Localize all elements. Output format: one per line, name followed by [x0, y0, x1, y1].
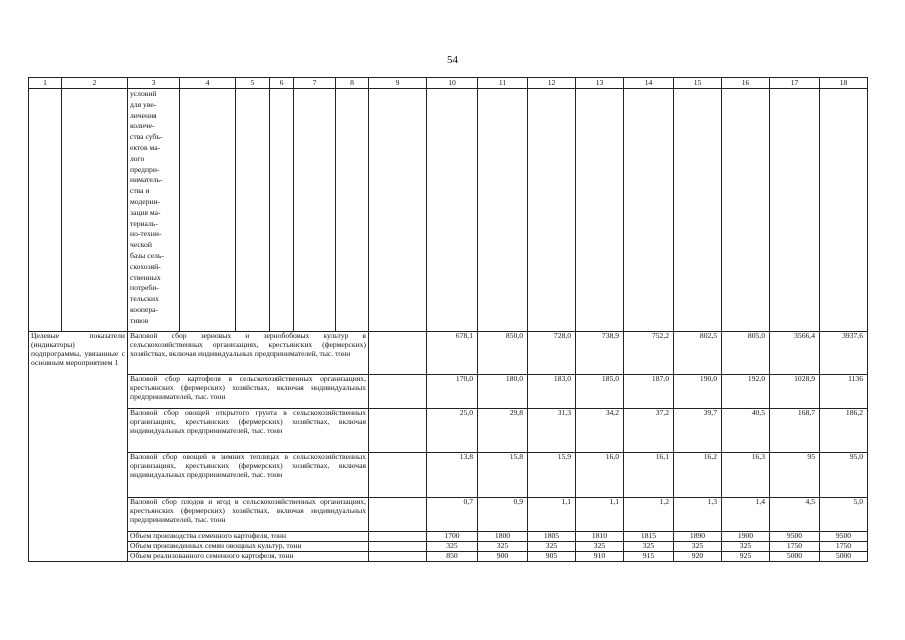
indicator-value: 95 [770, 453, 820, 498]
indicator-value: 0,7 [427, 498, 478, 532]
text-line: потреби- [130, 283, 159, 293]
col-header: 18 [820, 78, 868, 89]
indicator-value: 325 [576, 542, 624, 552]
column-number-row [29, 78, 868, 89]
indicator-value: 900 [478, 552, 528, 562]
empty-cell [369, 532, 427, 542]
page-number: 54 [447, 54, 458, 66]
empty-cell [369, 409, 427, 453]
indicator-value: 25,0 [427, 409, 478, 453]
indicator-value: 728,0 [528, 332, 576, 375]
indicator-value: 1,2 [624, 498, 674, 532]
empty-cell [369, 542, 427, 552]
indicator-value: 9500 [820, 532, 868, 542]
empty-cell [369, 498, 427, 532]
col-header: 14 [624, 78, 674, 89]
indicator-value: 180,0 [478, 375, 528, 409]
indicator-value: 31,3 [528, 409, 576, 453]
text-line: модерни- [130, 196, 161, 206]
indicator-value: 1136 [820, 375, 868, 409]
empty-cell [528, 89, 576, 332]
col-header: 7 [294, 78, 336, 89]
indicator-value: 183,0 [528, 375, 576, 409]
indicator-value: 1750 [770, 542, 820, 552]
empty-cell [722, 89, 770, 332]
indicator-value: 5,0 [820, 498, 868, 532]
col-header: 4 [180, 78, 236, 89]
indicator-value: 1,1 [576, 498, 624, 532]
indicator-value: 16,2 [674, 453, 722, 498]
indicator-name: Валовой сбор зерновых и зернобобовых культур в сельскохозяйственных организациях, крестьянских (фермерских) хозяйствах, включая индивидуальных предпринимателей, тыс. тонн [128, 332, 369, 375]
indicator-value: 16,1 [624, 453, 674, 498]
indicator-name: Валовой сбор овощей в зимних теплицах в сельскохозяйственных организациях, крестьянских (фермерских) хозяйствах, включая индивидуальных предпринимателей, тыс. тонн [128, 453, 369, 498]
indicator-value: 738,9 [576, 332, 624, 375]
indicator-value: 1900 [722, 532, 770, 542]
indicator-value: 39,7 [674, 409, 722, 453]
indicator-value: 34,2 [576, 409, 624, 453]
text-line: скохозяй- [130, 261, 161, 271]
indicator-value: 187,0 [624, 375, 674, 409]
text-line: но-техни- [130, 229, 162, 239]
text-line: количе- [130, 121, 155, 131]
empty-cell [674, 89, 722, 332]
indicator-value: 5000 [770, 552, 820, 562]
col-header: 15 [674, 78, 722, 89]
empty-cell [270, 89, 294, 332]
empty-cell [770, 89, 820, 332]
indicator-row [29, 542, 868, 552]
col-header: 13 [576, 78, 624, 89]
indicator-group-label: Целевые показатели (индикаторы) подпрограммы, увязанные с основным мероприятием 1 [29, 332, 128, 562]
indicator-value: 192,0 [722, 375, 770, 409]
empty-cell [369, 89, 427, 332]
indicator-name: Валовой сбор овощей открытого грунта в сельскохозяйственных организациях, крестьянских (фермерских) хозяйствах, включая индивидуальных предпринимателей, тыс. тонн [128, 409, 369, 453]
indicator-value: 1805 [528, 532, 576, 542]
col-header: 12 [528, 78, 576, 89]
indicator-value: 325 [427, 542, 478, 552]
indicator-value: 15,8 [478, 453, 528, 498]
indicator-row [29, 409, 868, 453]
indicator-value: 15,9 [528, 453, 576, 498]
empty-cell [820, 89, 868, 332]
indicator-value: 920 [674, 552, 722, 562]
program-table [28, 77, 868, 562]
indicator-value: 40,5 [722, 409, 770, 453]
indicator-value: 9500 [770, 532, 820, 542]
indicator-value: 805,0 [722, 332, 770, 375]
indicator-row [29, 552, 868, 562]
text-line: тивов [130, 315, 149, 325]
text-line: ственных [130, 272, 161, 282]
indicator-value: 325 [674, 542, 722, 552]
empty-cell [369, 332, 427, 375]
indicator-value: 325 [624, 542, 674, 552]
col-header: 10 [427, 78, 478, 89]
continuation-text-cell [128, 89, 180, 332]
indicator-value: 678,1 [427, 332, 478, 375]
indicator-value: 186,2 [820, 409, 868, 453]
col-header: 5 [236, 78, 270, 89]
col-header: 11 [478, 78, 528, 89]
indicator-value: 1700 [427, 532, 478, 542]
text-line: коопера- [130, 304, 159, 314]
text-line: ниматель- [130, 175, 163, 185]
empty-cell [369, 453, 427, 498]
text-line: тельских [130, 294, 159, 304]
indicator-row [29, 498, 868, 532]
indicator-value: 190,0 [674, 375, 722, 409]
indicator-value: 802,5 [674, 332, 722, 375]
indicator-value: 325 [722, 542, 770, 552]
text-line: ства субъ- [130, 132, 163, 142]
indicator-name: Валовой сбор картофеля в сельскохозяйственных организациях, крестьянских (фермерских) хозяйствах, включая индивидуальных предпринимателей, тыс. тонн [128, 375, 369, 409]
text-line: личения [130, 110, 157, 120]
text-line: условий [130, 89, 157, 98]
indicator-row [29, 453, 868, 498]
indicator-value: 325 [528, 542, 576, 552]
indicator-value: 1,1 [528, 498, 576, 532]
indicator-row [29, 332, 868, 375]
indicator-value: 1,3 [674, 498, 722, 532]
indicator-value: 1,4 [722, 498, 770, 532]
empty-cell [62, 89, 128, 332]
empty-cell [427, 89, 478, 332]
indicator-value: 905 [528, 552, 576, 562]
indicator-value: 1800 [478, 532, 528, 542]
indicator-value: 185,0 [576, 375, 624, 409]
indicator-value: 1028,9 [770, 375, 820, 409]
indicator-value: 37,2 [624, 409, 674, 453]
indicator-value: 1750 [820, 542, 868, 552]
col-header: 3 [128, 78, 180, 89]
indicator-value: 752,2 [624, 332, 674, 375]
indicator-value: 915 [624, 552, 674, 562]
text-line: ектов ма- [130, 142, 161, 152]
empty-cell [294, 89, 336, 332]
indicator-value: 5000 [820, 552, 868, 562]
indicator-value: 4,5 [770, 498, 820, 532]
col-header: 1 [29, 78, 62, 89]
indicator-value: 325 [478, 542, 528, 552]
indicator-value: 16,3 [722, 453, 770, 498]
empty-cell [336, 89, 369, 332]
indicator-name: Объем реализованного семенного картофеля, тонн [128, 552, 369, 562]
empty-cell [236, 89, 270, 332]
indicator-value: 3566,4 [770, 332, 820, 375]
indicator-name: Объем произведенных семян овощных культур, тонн [128, 542, 369, 552]
continuation-row [29, 89, 868, 332]
text-line: для увe- [130, 99, 157, 109]
text-line: зация ма- [130, 207, 161, 217]
indicator-value: 1890 [674, 532, 722, 542]
col-header: 2 [62, 78, 128, 89]
empty-cell [369, 375, 427, 409]
indicator-value: 850 [427, 552, 478, 562]
col-header: 6 [270, 78, 294, 89]
indicator-value: 95,0 [820, 453, 868, 498]
empty-cell [624, 89, 674, 332]
col-header: 9 [369, 78, 427, 89]
indicator-name: Объем производства семенного картофеля, тонн [128, 532, 369, 542]
col-header: 16 [722, 78, 770, 89]
indicator-value: 16,0 [576, 453, 624, 498]
indicator-value: 1815 [624, 532, 674, 542]
empty-cell [576, 89, 624, 332]
col-header: 8 [336, 78, 369, 89]
empty-cell [369, 552, 427, 562]
text-line: ства и [130, 186, 150, 196]
indicator-value: 925 [722, 552, 770, 562]
indicator-value: 910 [576, 552, 624, 562]
indicator-value: 168,7 [770, 409, 820, 453]
text-line: базы сель- [130, 250, 164, 260]
indicator-name: Валовой сбор плодов и ягод в сельскохозяйственных организациях, крестьянских (фермерских) хозяйствах, включая индивидуальных предпринимателей, тыс. тонн [128, 498, 369, 532]
indicator-value: 850,0 [478, 332, 528, 375]
text-line: предпри- [130, 164, 160, 174]
text-line: лого [130, 153, 145, 163]
indicator-value: 13,8 [427, 453, 478, 498]
indicator-value: 1810 [576, 532, 624, 542]
indicator-value: 3937,6 [820, 332, 868, 375]
empty-cell [478, 89, 528, 332]
indicator-row [29, 375, 868, 409]
indicator-row [29, 532, 868, 542]
indicator-value: 0,9 [478, 498, 528, 532]
indicator-value: 29,8 [478, 409, 528, 453]
col-header: 17 [770, 78, 820, 89]
empty-cell [180, 89, 236, 332]
empty-cell [29, 89, 62, 332]
indicator-value: 170,0 [427, 375, 478, 409]
text-line: ческой [130, 240, 152, 250]
text-line: териаль- [130, 218, 158, 228]
